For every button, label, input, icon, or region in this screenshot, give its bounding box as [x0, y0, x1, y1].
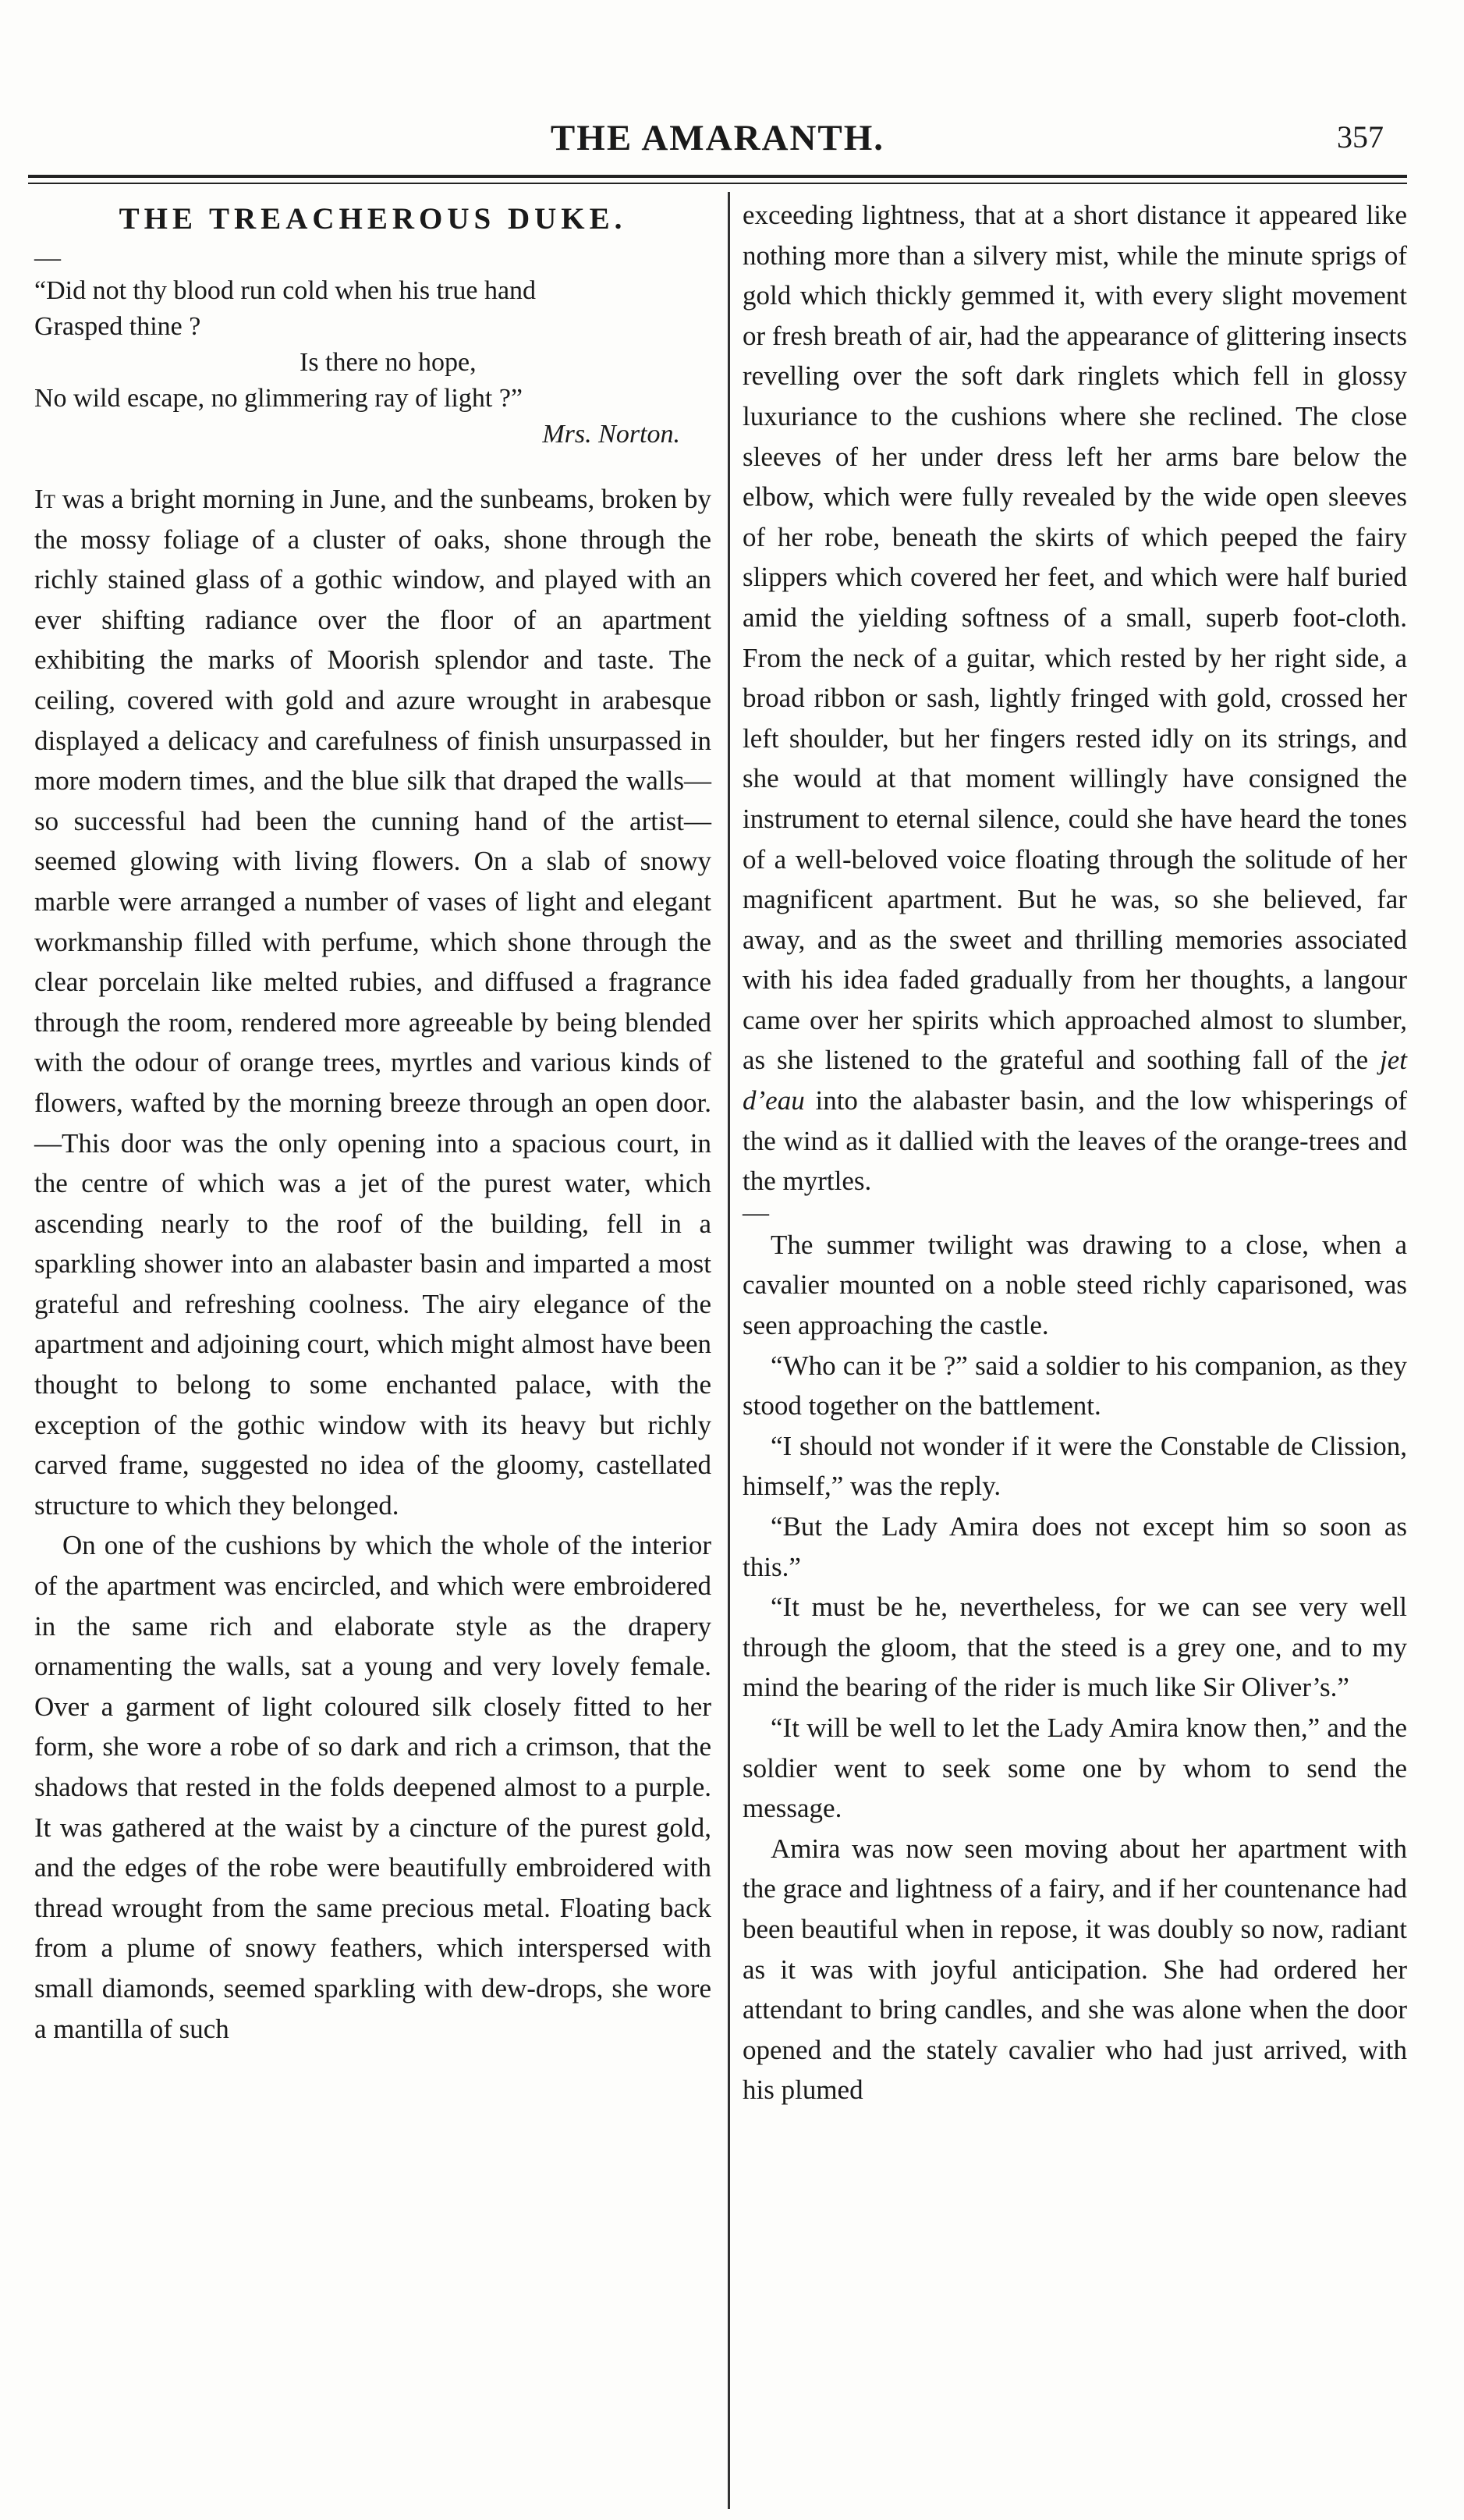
column-divider — [728, 192, 730, 2509]
paragraph: “It must be he, nevertheless, for we can see very well through the gloom, that the steed is a grey one, and to my mind the bearing of the rider is much like Sir Oliver’s.” — [743, 1592, 1407, 1703]
paragraph: “But the Lady Amira does not except him so soon as this.” — [743, 1511, 1407, 1582]
paragraph — [34, 479, 711, 1525]
paragraph: “Who can it be ?” said a soldier to his companion, as they stood together on the battlement. — [743, 1350, 1407, 1421]
epigraph-line: Grasped thine ? — [34, 312, 201, 341]
epigraph-line: “Did not thy blood run cold when his true hand — [34, 276, 537, 305]
section-separator: — — [743, 1198, 769, 1227]
running-head — [28, 117, 1407, 172]
paragraph-text: was a bright morning in June, and the sunbeams, broken by the mossy foliage of a cluster of oaks, shone through the richly stained glass of a gothic window, and played with an ever shifting radiance over the floor of an apartment exhibiting the marks of Moorish splendor and taste. The ceiling, covered with gold and azure wrought in arabesque displayed a delicacy and carefulness of finish unsurpassed in more modern times, and the blue silk that draped the walls—so successful had been the cunning hand of the artist—seemed glowing with living flowers. On a slab of snowy marble were arranged a number of vases of light and elegant workmanship filled with perfume, which shone through the clear porcelain like melted rubies, and diffused a fragrance through the room, rendered more agreeable by being blended with the odour of orange trees, myrtles and various kinds of flowers, wafted by the morning breeze through an open door.—This door was the only opening into a spacious court, in the centre of which was a jet of the purest water, which ascending nearly to the roof of the building, fell in a sparkling shower into an alabaster basin and imparted a most grateful and refreshing coolness. The airy elegance of the apartment and adjoining court, which might almost have been thought to belong to some enchanted palace, with the exception of the gothic window with its heavy but richly carved frame, suggested no idea of the gloomy, castellated structure to which they belonged. — [34, 484, 711, 1521]
paragraph-text: into the alabaster basin, and the low whisperings of the wind as it dallied with the leaves of the orange-trees and the myrtles. — [743, 1085, 1407, 1197]
story-title: THE TREACHEROUS DUKE. — [119, 202, 627, 236]
italic-phrase: jet d’eau — [743, 1045, 1407, 1116]
epigraph-attribution: Mrs. Norton. — [542, 420, 680, 449]
journal-title: THE AMARANTH. — [550, 118, 885, 158]
epigraph-line: No wild escape, no glimmering ray of light ?” — [34, 384, 523, 413]
paragraph: On one of the cushions by which the whole of the interior of the apartment was encircled, and which were embroidered in the same rich and elaborate style as the drapery ornamenting the walls, sat a young and very lovely female. Over a garment of light coloured silk closely fitted to her form, she wore a robe of so dark and rich a crimson, that the shadows that rested in the folds deepened almost to a purple. It was gathered at the waist by a cincture of the purest gold, and the edges of the robe were beautifully embroidered with thread wrought from the same precious metal. Floating back from a plume of snowy feathers, which interspersed with small diamonds, seemed sparkling with dew-drops, she wore a mantilla of such — [34, 1530, 711, 2044]
paragraph: “It will be well to let the Lady Amira know then,” and the soldier went to seek some one by whom to send the message. — [743, 1712, 1407, 1824]
paragraph: “I should not wonder if it were the Constable de Clission, himself,” was the reply. — [743, 1430, 1407, 1502]
left-column — [34, 195, 711, 2049]
paragraph: The summer twilight was drawing to a close, when a cavalier mounted on a noble steed richly caparisoned, was seen approaching the castle. — [743, 1229, 1407, 1341]
epigraph — [34, 273, 711, 453]
paragraph-text: exceeding lightness, that at a short distance it appeared like nothing more than a silvery mist, while the minute sprigs of gold which thickly gemmed it, with every slight movement or fresh breath of air, had the appearance of glittering insects revelling over the soft dark ringlets which fell in glossy luxuriance to the cushions where she reclined. The close sleeves of her under dress left her arms bare below the elbow, which were fully revealed by the wide open sleeves of her robe, beneath the skirts of which peeped the fairy slippers which covered her feet, and which were half buried amid the yielding softness of a small, superb foot-cloth. From the neck of a guitar, which rested by her right side, a broad ribbon or sash, lightly fringed with gold, crossed her left shoulder, but her fingers rested idly on its strings, and she would at that moment willingly have consigned the instrument to eternal silence, could she have heard the tones of a well-beloved voice floating through the solitude of her magnificent apartment. But he was, so she believed, far away, and as the sweet and thrilling memories associated with his idea faded gradually from her thoughts, a langour came over her spirits which approached almost to slumber, as she listened to the grateful and soothing fall of the — [743, 200, 1407, 1076]
page-number: 357 — [1337, 119, 1384, 154]
header-rule-thin — [28, 183, 1407, 184]
title-dash: — — [34, 243, 61, 272]
epigraph-line: Is there no hope, — [300, 348, 477, 377]
lead-word: It — [34, 484, 55, 514]
paragraph: Amira was now seen moving about her apartment with the grace and lightness of a fairy, and if her countenance had been beautiful when in repose, it was doubly so now, radiant as it was with joyful anticipation. She had ordered her attendant to bring candles, and she was alone when the door opened and the stately cavalier who had just arrived, with his plumed — [743, 1833, 1407, 2106]
paragraph — [743, 195, 1407, 1201]
page — [28, 0, 1407, 2520]
right-column — [743, 195, 1407, 2110]
header-rule-thick — [28, 175, 1407, 178]
